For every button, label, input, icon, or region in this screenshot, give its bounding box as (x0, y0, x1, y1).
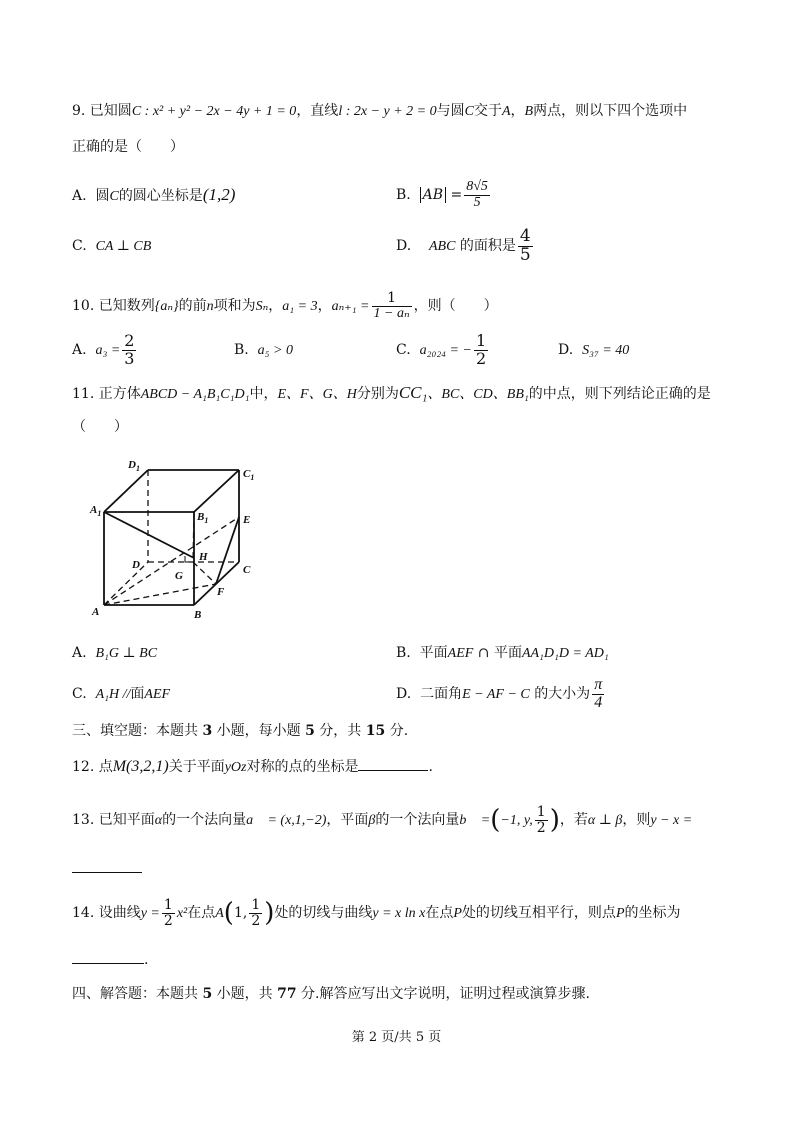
q14-point-a-fraction (249, 898, 262, 928)
q9-circle-name: C (464, 104, 474, 119)
q10-option-c (396, 330, 490, 371)
label-d1: $D_1$ (128, 459, 140, 473)
q11-optb-text: 平面 (493, 645, 522, 661)
q11-optb-text: 平面 (419, 645, 448, 661)
paren-right: ) (549, 805, 560, 835)
q9-line2: 正确的是（ ） (72, 139, 184, 155)
section3-score: 5 (305, 723, 315, 739)
q11-optd-text: 的大小为 (534, 686, 591, 702)
fraction-numerator: 4 (519, 225, 531, 246)
q13-stem (72, 800, 692, 841)
q11-cube: ABCD − A₁B₁C₁D₁ (140, 387, 250, 402)
label-c1: $C_1$ (243, 468, 255, 482)
q13-answer-blank[interactable] (72, 872, 142, 873)
q9-optb-fraction (464, 180, 490, 210)
section3-count: 3 (202, 723, 213, 739)
q11-bb1: BB₁ (506, 387, 529, 402)
option-label: D. (558, 342, 574, 358)
q10-text: ， (268, 298, 283, 314)
q9-point-a: A (501, 104, 511, 119)
q9-text: ，直线 (296, 103, 339, 119)
section4-text: 四、解答题：本题共 (72, 986, 203, 1002)
fraction-denominator: 2 (251, 912, 261, 929)
q11-optb-plane2: AA₁D₁D = AD₁ (521, 646, 609, 661)
option-label: C. (72, 238, 87, 254)
q11-text: 中， (249, 386, 278, 402)
q12-end: . (428, 759, 433, 775)
q11-cc1: CC₁ (398, 383, 428, 402)
label-e: E (243, 514, 251, 526)
q14-text: 的坐标为 (624, 905, 681, 921)
label-b: B (194, 609, 202, 621)
q12-prefix: 12. 点 (72, 759, 113, 775)
section3-title (72, 721, 408, 741)
q11-option-a (72, 643, 157, 664)
fraction-numerator: 1 (372, 291, 412, 307)
option-label: D. (396, 686, 412, 702)
q11-text: 分别为 (356, 386, 399, 402)
q10-stem (72, 286, 498, 327)
fraction-denominator: 2 (536, 819, 546, 836)
q9-opta-value: (1,2) (202, 185, 236, 204)
q12-answer-blank[interactable] (358, 770, 428, 771)
q13-text: 的一个法向量 (375, 812, 460, 828)
fraction-numerator: 2 (124, 330, 135, 350)
q10-text: 的前 (178, 298, 207, 314)
fraction-denominator: 5 (519, 244, 531, 265)
q9-optd-triangle: ABC (429, 239, 456, 254)
q11-line2: （ ） (72, 419, 128, 435)
cube-figure (88, 455, 268, 625)
q9-option-a (72, 185, 235, 207)
q10-opta-fraction (122, 330, 136, 368)
q14-text: 在点 (425, 905, 454, 921)
q13-text: 的一个法向量 (162, 812, 247, 828)
cube-solid-edges (104, 470, 239, 605)
label-a1: $A_1$ (90, 504, 102, 518)
q13-vector-b-fraction (535, 805, 548, 835)
q9-optd-fraction (518, 225, 533, 265)
fraction-denominator: 1 − aₙ (373, 305, 410, 321)
q10-text: ， (317, 298, 332, 314)
q9-prefix: 9. 已知圆 (72, 103, 132, 119)
q14-answer-blank[interactable] (72, 963, 144, 964)
q11-line1 (72, 383, 711, 405)
q14-point-a: A (215, 906, 224, 921)
q10-optc-fraction (474, 330, 488, 368)
section3-text: 小题，每小题 (212, 723, 306, 739)
q10-option-d (558, 340, 629, 361)
q10-option-b (234, 340, 293, 361)
fraction-numerator: 1 (536, 803, 546, 820)
q11-optc-text: 面 (130, 686, 145, 702)
fraction-numerator: 8√5 (466, 178, 488, 194)
q14-point-p: P (615, 906, 625, 921)
q14-answer-line (72, 950, 148, 970)
q14-text: 处的切线互相平行，则点 (461, 905, 616, 921)
fraction-denominator: 3 (124, 348, 135, 368)
q10-recurrence-fraction (372, 291, 412, 321)
q9-optb-eq: = (450, 187, 463, 203)
fraction-numerator: π (594, 675, 603, 693)
q9-optd-text: 的面积是 (459, 238, 516, 254)
q9-opta-circle: C (109, 189, 119, 204)
q11-opta-value: B₁G ⊥ BC (95, 646, 158, 661)
paren-right: ) (264, 898, 275, 928)
q12-plane: yOz (224, 760, 247, 775)
section4-count: 5 (202, 986, 213, 1002)
fraction-denominator: 4 (594, 693, 603, 711)
fraction-denominator: 2 (163, 912, 173, 929)
label-b1: $B_1$ (197, 511, 209, 525)
q13-ask: y − x = (650, 813, 693, 828)
cube-labels (89, 459, 254, 621)
q9-line-equation: l : 2x − y + 2 = 0 (338, 104, 437, 119)
option-label: B. (234, 342, 249, 358)
q10-sequence: {aₙ} (154, 299, 179, 314)
paren-left: ( (490, 805, 501, 835)
label-a: A (92, 606, 100, 618)
q13-alpha: α (154, 813, 163, 828)
q10-text: 项和为 (213, 298, 256, 314)
q14-prefix: 14. 设曲线 (72, 905, 141, 921)
q9-circle-equation: C : x² + y² − 2x − 4y + 1 = 0 (131, 104, 297, 119)
q12-text: 关于平面 (168, 759, 225, 775)
q14-point-p: P (453, 906, 462, 921)
q14-stem (72, 893, 681, 934)
q10-prefix: 10. 已知数列 (72, 298, 155, 314)
q9-line1 (72, 101, 687, 122)
q14-point-a-x: 1, (233, 905, 248, 921)
q12-stem (72, 757, 433, 778)
fraction-numerator: 1 (251, 896, 261, 913)
q14-end: . (144, 952, 149, 968)
q11-prefix: 11. 正方体 (72, 386, 141, 402)
fraction-denominator: 5 (473, 194, 481, 210)
q11-option-b (396, 643, 609, 664)
q11-optb-cap: ∩ (473, 645, 494, 661)
q13-text: ，若 (559, 812, 588, 828)
option-label: C. (72, 686, 87, 702)
q9-optc-value: CA ⊥ CB (95, 239, 152, 254)
q10-optb-value: a₅ > 0 (257, 343, 293, 358)
option-label: B. (396, 187, 411, 203)
q9-point-b: B (524, 104, 534, 119)
q10-optc-lhs: a₂₀₂₄ = − (419, 343, 472, 358)
q13-text: ，则 (622, 812, 651, 828)
q14-text: 在点 (187, 905, 216, 921)
label-g: G (175, 570, 183, 582)
q14-curve2: y = x ln x (372, 906, 426, 921)
option-label: A. (72, 188, 87, 204)
paren-left: ( (223, 898, 234, 928)
section3-text: 三、填空题：本题共 (72, 723, 203, 739)
q10-sn: Sₙ (255, 299, 269, 314)
option-label: C. (396, 342, 411, 358)
q10-a1: a₁ = 3 (282, 299, 318, 314)
q13-vector-b-lhs: b⃗ = (459, 813, 491, 828)
q11-optd-text: 二面角 (420, 686, 463, 702)
q11-points: E、F、G、H (277, 387, 357, 402)
q13-beta: β (368, 813, 376, 828)
q13-prefix: 13. 已知平面 (72, 812, 155, 828)
q11-option-d (396, 674, 606, 715)
q9-opta-text2: 的圆心坐标是 (118, 188, 203, 204)
section4-title (72, 984, 590, 1004)
q14-curve1-rhs: x² (176, 906, 188, 921)
option-label: B. (396, 645, 411, 661)
q14-text: 处的切线与曲线 (274, 905, 373, 921)
q14-curve1-fraction (162, 898, 175, 928)
label-f: F (217, 586, 225, 598)
q13-text: ，平面 (326, 812, 369, 828)
q11-optb-plane1: AEF (447, 646, 474, 661)
label-d: D (132, 559, 140, 571)
q11-text: 、BC、CD、 (427, 387, 507, 402)
cube-hidden-edges (104, 470, 239, 605)
q10-opta-lhs: a₃ = (95, 343, 121, 358)
q9-text: 与圆 (436, 103, 465, 119)
q10-suffix: ，则（ ） (413, 298, 498, 314)
option-label: A. (72, 342, 87, 358)
q12-point: M(3,2,1) (112, 758, 169, 775)
section4-text: 小题，共 (212, 986, 278, 1002)
q9-text: ， (510, 103, 525, 119)
q13-vector-b-components: −1, y, (500, 813, 533, 828)
q9-option-d (396, 226, 535, 267)
q10-n: n (206, 299, 214, 314)
section4-text: 分.解答应写出文字说明，证明过程或演算步骤. (296, 986, 590, 1002)
q13-vector-a: a⃗ = (x,1,−2) (246, 813, 327, 828)
label-h: H (199, 551, 208, 563)
section3-text: 分，共 (314, 723, 366, 739)
q11-optc-value: A₁H // (95, 687, 131, 702)
q10-recurrence-lhs: aₙ₊₁ = (331, 299, 370, 314)
option-label: D. (396, 238, 412, 254)
q11-optd-fraction (592, 677, 604, 712)
q9-text: 两点，则以下四个选项中 (533, 103, 688, 119)
q9-optb-abs: AB (420, 187, 446, 203)
fraction-numerator: 1 (163, 896, 173, 913)
q9-option-b (396, 175, 492, 215)
q10-option-a (72, 330, 138, 371)
fraction-numerator: 1 (475, 330, 487, 350)
section4-total: 77 (277, 986, 297, 1002)
option-label: A. (72, 645, 87, 661)
page-footer: 第 2 页/共 5 页 (351, 1030, 442, 1045)
q9-opta-text: 圆 (95, 188, 110, 204)
q9-text: 交于 (473, 103, 502, 119)
fraction-denominator: 2 (475, 348, 487, 368)
q9-option-c (72, 236, 151, 257)
q14-curve1-lhs: y = (140, 906, 160, 921)
label-c: C (243, 564, 251, 576)
q10-optd-value: S₃₇ = 40 (582, 343, 630, 358)
section3-total: 15 (365, 723, 386, 739)
q11-suffix: 的中点，则下列结论正确的是 (528, 386, 711, 402)
q11-optc-plane: AEF (144, 687, 171, 702)
q12-text: 对称的点的坐标是 (246, 759, 359, 775)
q11-option-c (72, 684, 170, 705)
q11-optd-angle: E − AF − C (462, 687, 530, 702)
q13-perp: α ⊥ β (587, 813, 623, 828)
section3-text: 分. (385, 723, 409, 739)
